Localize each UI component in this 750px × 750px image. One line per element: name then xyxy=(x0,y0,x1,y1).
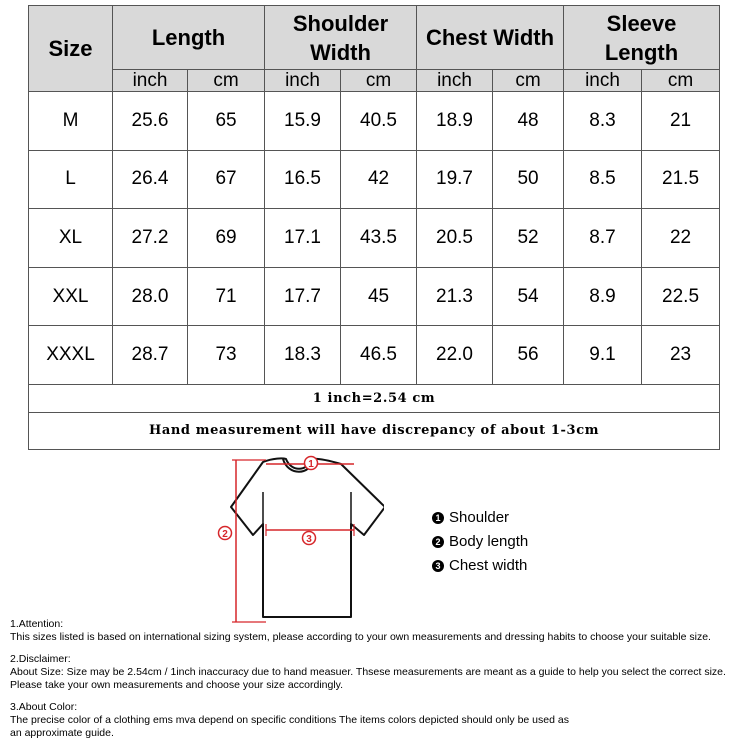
table-cell: 19.7 xyxy=(417,150,493,209)
sleeve-length-header xyxy=(564,6,720,70)
sleeve-header-line2: Length xyxy=(604,39,679,65)
sleeve-header-line1: Sleeve xyxy=(606,10,677,36)
size-notes xyxy=(10,618,745,749)
table-cell: 52 xyxy=(493,209,564,268)
marker-2-label: 2 xyxy=(222,529,228,540)
shoulder-header-line2: Width xyxy=(310,39,371,65)
legend-label: Chest width xyxy=(449,557,528,574)
table-cell: 8.3 xyxy=(564,92,642,151)
table-row xyxy=(29,92,720,151)
table-cell: 50 xyxy=(493,150,564,209)
table-cell: 18.9 xyxy=(417,92,493,151)
table-cell: 9.1 xyxy=(564,326,642,385)
size-label: XL xyxy=(29,209,113,268)
tshirt-measurement-diagram xyxy=(214,452,384,627)
size-header: Size xyxy=(29,6,113,92)
unit-cell: cm xyxy=(493,70,564,92)
legend-item-shoulder xyxy=(432,506,528,530)
legend-item-body-length xyxy=(432,530,528,554)
table-cell: 26.4 xyxy=(113,150,188,209)
table-row xyxy=(29,150,720,209)
size-label: M xyxy=(29,92,113,151)
table-cell: 28.7 xyxy=(113,326,188,385)
table-cell: 45 xyxy=(341,267,417,326)
measurement-legend xyxy=(432,506,528,578)
attention-note xyxy=(10,618,745,644)
table-cell: 22.0 xyxy=(417,326,493,385)
number-badge: 1 xyxy=(432,512,444,524)
size-label: XXXL xyxy=(29,326,113,385)
table-cell: 73 xyxy=(188,326,265,385)
conversion-row xyxy=(29,384,720,412)
table-cell: 21.3 xyxy=(417,267,493,326)
disclaimer-line-2: Please take your own measurements and choose your size accordingly. xyxy=(10,679,344,691)
table-cell: 8.9 xyxy=(564,267,642,326)
unit-cell: inch xyxy=(564,70,642,92)
legend-label: Shoulder xyxy=(449,509,510,526)
table-cell: 18.3 xyxy=(265,326,341,385)
table-cell: 43.5 xyxy=(341,209,417,268)
unit-cell: cm xyxy=(642,70,720,92)
table-cell: 22.5 xyxy=(642,267,720,326)
table-cell: 42 xyxy=(341,150,417,209)
table-cell: 56 xyxy=(493,326,564,385)
size-label: L xyxy=(29,150,113,209)
length-header: Length xyxy=(113,6,265,70)
unit-cell: cm xyxy=(188,70,265,92)
color-title: 3.About Color: xyxy=(10,701,78,713)
table-cell: 25.6 xyxy=(113,92,188,151)
number-badge: 2 xyxy=(432,536,444,548)
chest-width-header: Chest Width xyxy=(417,6,564,70)
table-cell: 40.5 xyxy=(341,92,417,151)
unit-cell: cm xyxy=(341,70,417,92)
table-cell: 71 xyxy=(188,267,265,326)
table-cell: 15.9 xyxy=(265,92,341,151)
unit-row xyxy=(29,70,720,92)
color-line-1: The precise color of a clothing ems mva depend on specific conditions The items colors depicted should only be used as xyxy=(10,714,569,726)
header-row xyxy=(29,6,720,70)
marker-3-label: 3 xyxy=(306,534,312,545)
table-cell: 22 xyxy=(642,209,720,268)
tshirt-illustration xyxy=(214,452,384,627)
marker-1 xyxy=(305,457,318,471)
unit-cell: inch xyxy=(417,70,493,92)
size-chart-table xyxy=(28,5,720,450)
legend-label: Body length xyxy=(449,533,529,550)
table-cell: 69 xyxy=(188,209,265,268)
disclaimer-title: 2.Disclaimer: xyxy=(10,653,71,665)
table-cell: 54 xyxy=(493,267,564,326)
shoulder-width-header xyxy=(265,6,417,70)
color-note xyxy=(10,701,745,740)
table-cell: 48 xyxy=(493,92,564,151)
table-cell: 20.5 xyxy=(417,209,493,268)
table-cell: 28.0 xyxy=(113,267,188,326)
table-cell: 16.5 xyxy=(265,150,341,209)
table-cell: 46.5 xyxy=(341,326,417,385)
marker-1-label: 1 xyxy=(308,459,314,470)
table-cell: 17.7 xyxy=(265,267,341,326)
table-cell: 27.2 xyxy=(113,209,188,268)
disclaimer-line-1: About Size: Size may be 2.54cm / 1inch inaccuracy due to hand measuer. Thsese measurements are meant as a guide to help you select the correct size. xyxy=(10,666,726,678)
attention-text: This sizes listed is based on international sizing system, please according to your own measurements and dressing habits to choose your suitable size. xyxy=(10,631,711,643)
legend-item-chest-width xyxy=(432,554,528,578)
attention-title: 1.Attention: xyxy=(10,618,64,630)
measurement-row xyxy=(29,412,720,449)
table-cell: 65 xyxy=(188,92,265,151)
disclaimer-note xyxy=(10,653,745,692)
table-row xyxy=(29,209,720,268)
color-line-2: an approximate guide. xyxy=(10,727,114,739)
table-row xyxy=(29,326,720,385)
table-cell: 23 xyxy=(642,326,720,385)
conversion-note: 1 inch=2.54 cm xyxy=(29,384,720,412)
unit-cell: inch xyxy=(113,70,188,92)
marker-3 xyxy=(303,532,316,546)
shoulder-header-line1: Shoulder xyxy=(292,10,389,36)
table-cell: 8.5 xyxy=(564,150,642,209)
table-cell: 8.7 xyxy=(564,209,642,268)
number-badge: 3 xyxy=(432,560,444,572)
table-cell: 21 xyxy=(642,92,720,151)
measurement-note: Hand measurement will have discrepancy of about 1-3cm xyxy=(29,412,720,449)
table-row xyxy=(29,267,720,326)
table-cell: 67 xyxy=(188,150,265,209)
table-cell: 17.1 xyxy=(265,209,341,268)
marker-2 xyxy=(219,527,232,541)
size-label: XXL xyxy=(29,267,113,326)
table-cell: 21.5 xyxy=(642,150,720,209)
unit-cell: inch xyxy=(265,70,341,92)
